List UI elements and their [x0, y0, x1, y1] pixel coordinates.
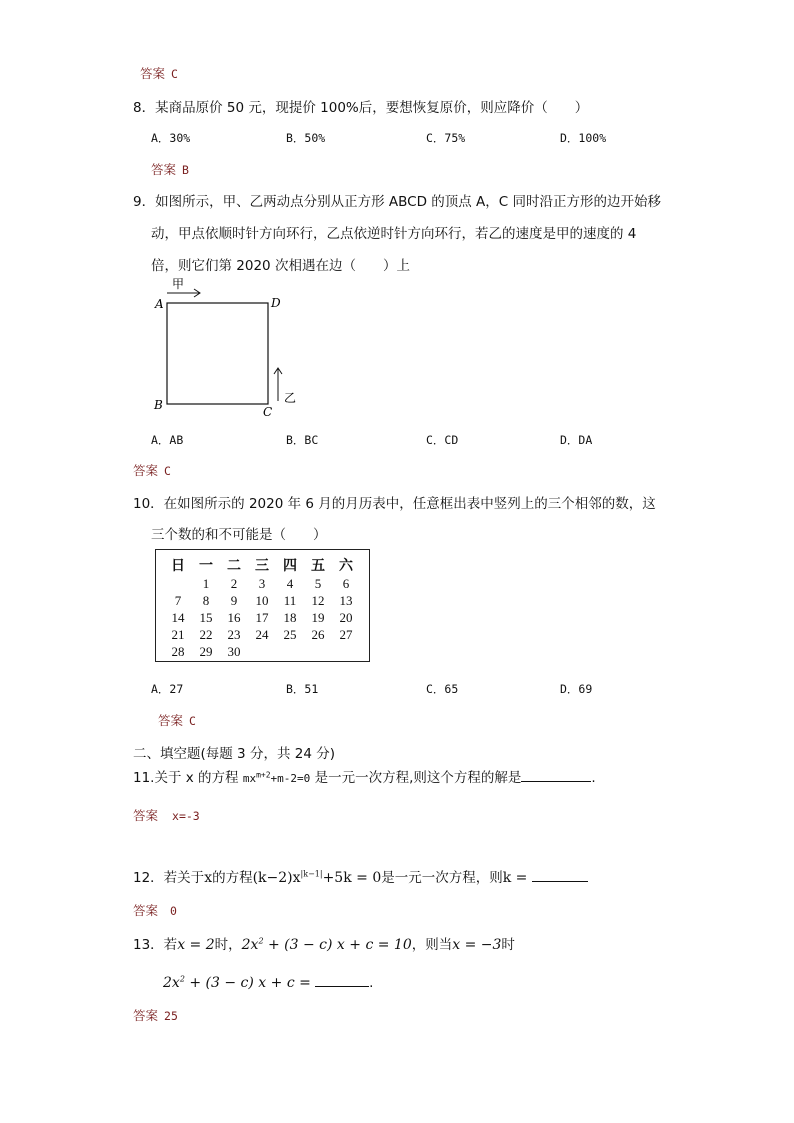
- calendar-day: 4: [286, 576, 294, 591]
- calendar-header: 一: [199, 558, 213, 574]
- calendar-day: 6: [342, 576, 350, 591]
- q9-option-a: A．AB: [151, 433, 184, 447]
- q11-equation: $mx^{m+2}+m-2=0$: [242, 770, 311, 785]
- calendar-day: 27: [339, 627, 353, 642]
- calendar-day: 3: [258, 576, 266, 591]
- answer-7: 答案 C: [140, 66, 178, 81]
- calendar-day: 15: [199, 610, 213, 625]
- calendar-day: 30: [227, 644, 241, 659]
- calendar-day: 23: [227, 627, 241, 642]
- calendar-week-row: [164, 575, 360, 592]
- q10-option-d: D．69: [560, 682, 593, 696]
- answer-8: 答案 B: [151, 162, 189, 177]
- calendar-week-row: [164, 592, 360, 609]
- calendar-table: [164, 555, 360, 660]
- q13-blank[interactable]: [315, 972, 369, 987]
- calendar-day: 7: [174, 593, 182, 608]
- section-2-title: 二、填空题(每题 3 分，共 24 分): [133, 746, 335, 762]
- calendar-header-row: [164, 555, 360, 575]
- calendar-day: 9: [230, 593, 238, 608]
- question-13-line-1: 13．若x = 2时，$2x^2 + (3 - c) x + c = 10$，则当x = −3时: [133, 936, 515, 953]
- calendar-week-row: [164, 626, 360, 643]
- calendar-day: 2: [230, 576, 238, 591]
- calendar-day: 28: [171, 644, 185, 659]
- answer-13: 答案 25: [133, 1008, 178, 1023]
- calendar-day: [332, 643, 360, 660]
- calendar-day: 29: [199, 644, 213, 659]
- q12-equation: $(k-2)x^{|k-1|}+5k = 0$: [252, 869, 382, 886]
- calendar-day: 8: [202, 593, 210, 608]
- question-10-line-2: 三个数的和不可能是（ ）: [151, 527, 327, 543]
- question-9-line-3: 倍，则它们第 2020 次相遇在边（ ）上: [151, 258, 410, 274]
- question-8-text: 8．某商品原价 50 元，现提价 100%后，要想恢复原价，则应降价（ ）: [133, 100, 589, 116]
- calendar-day: 12: [311, 593, 325, 608]
- q13-equation: $2x^2 + (3 - c) x + c = 10$: [241, 936, 412, 953]
- calendar-header: 四: [283, 558, 297, 574]
- square-abcd: [167, 303, 268, 404]
- question-12: 12．若关于x的方程$(k-2)x^{|k-1|}+5k = 0$是一元一次方程，则k =: [133, 866, 588, 886]
- vertex-c: C: [263, 405, 273, 419]
- calendar-day: 20: [339, 610, 353, 625]
- label-jia: 甲: [172, 277, 185, 291]
- calendar-day: 25: [283, 627, 297, 642]
- q8-option-d: D．100%: [560, 131, 607, 145]
- q9-option-c: C．CD: [426, 433, 459, 447]
- calendar-week-row: [164, 643, 360, 660]
- calendar-header: 五: [311, 558, 325, 574]
- calendar-day: [164, 575, 192, 592]
- question-11: 11.关于 x 的方程 $mx^{m+2}+m-2=0$ 是一元一次方程,则这个方程的解是 .: [133, 766, 596, 786]
- vertex-b: B: [154, 398, 163, 412]
- calendar-day: 17: [255, 610, 269, 625]
- q8-option-b: B．50%: [286, 131, 326, 145]
- q11-blank[interactable]: [521, 767, 591, 782]
- answer-10: 答案 C: [158, 713, 196, 728]
- calendar-header: 六: [339, 558, 353, 574]
- q9-option-d: D．DA: [560, 433, 593, 447]
- question-9-line-2: 动，甲点依顺时针方向环行，乙点依逆时针方向环行，若乙的速度是甲的速度的 4: [151, 226, 637, 242]
- q8-option-a: A．30%: [151, 131, 191, 145]
- calendar-day: [304, 643, 332, 660]
- calendar-day: 21: [171, 627, 185, 642]
- q8-option-c: C．75%: [426, 131, 466, 145]
- calendar-day: 26: [311, 627, 325, 642]
- q12-blank[interactable]: [532, 867, 588, 882]
- square-figure: [150, 276, 310, 424]
- calendar-day: 14: [171, 610, 185, 625]
- calendar-day: [276, 643, 304, 660]
- calendar-header: 二: [227, 558, 241, 574]
- answer-12: 答案 0: [133, 903, 177, 918]
- calendar-day: 18: [283, 610, 297, 625]
- calendar-day: 19: [311, 610, 325, 625]
- q10-option-c: C．65: [426, 682, 459, 696]
- calendar-june-2020: [155, 549, 370, 662]
- calendar-day: 10: [255, 593, 269, 608]
- calendar-day: 16: [227, 610, 241, 625]
- question-10-line-1: 10．在如图所示的 2020 年 6 月的月历表中，任意框出表中竖列上的三个相邻的数，这: [133, 496, 656, 512]
- q10-option-b: B．51: [286, 682, 319, 696]
- calendar-header: 日: [171, 558, 185, 574]
- calendar-week-row: [164, 609, 360, 626]
- answer-9: 答案 C: [133, 463, 171, 478]
- q13-expression: $2x^2 + (3 - c) x + c$ =: [163, 974, 311, 991]
- q9-option-b: B．BC: [286, 433, 319, 447]
- answer-11: 答案 x=-3: [133, 808, 200, 823]
- calendar-day: 13: [339, 593, 353, 608]
- calendar-day: 24: [255, 627, 269, 642]
- calendar-day: 11: [283, 593, 297, 608]
- calendar-day: 5: [314, 576, 322, 591]
- vertex-a: A: [155, 297, 164, 311]
- calendar-header: 三: [255, 558, 269, 574]
- calendar-day: 22: [199, 627, 213, 642]
- vertex-d: D: [271, 296, 281, 310]
- question-9-line-1: 9．如图所示，甲、乙两动点分别从正方形 ABCD 的顶点 A，C 同时沿正方形的边开始移: [133, 194, 661, 210]
- q10-option-a: A．27: [151, 682, 184, 696]
- label-yi: 乙: [284, 391, 297, 405]
- calendar-day: [248, 643, 276, 660]
- calendar-day: 1: [202, 576, 210, 591]
- question-13-line-2: $2x^2 + (3 - c) x + c$ = .: [163, 972, 373, 991]
